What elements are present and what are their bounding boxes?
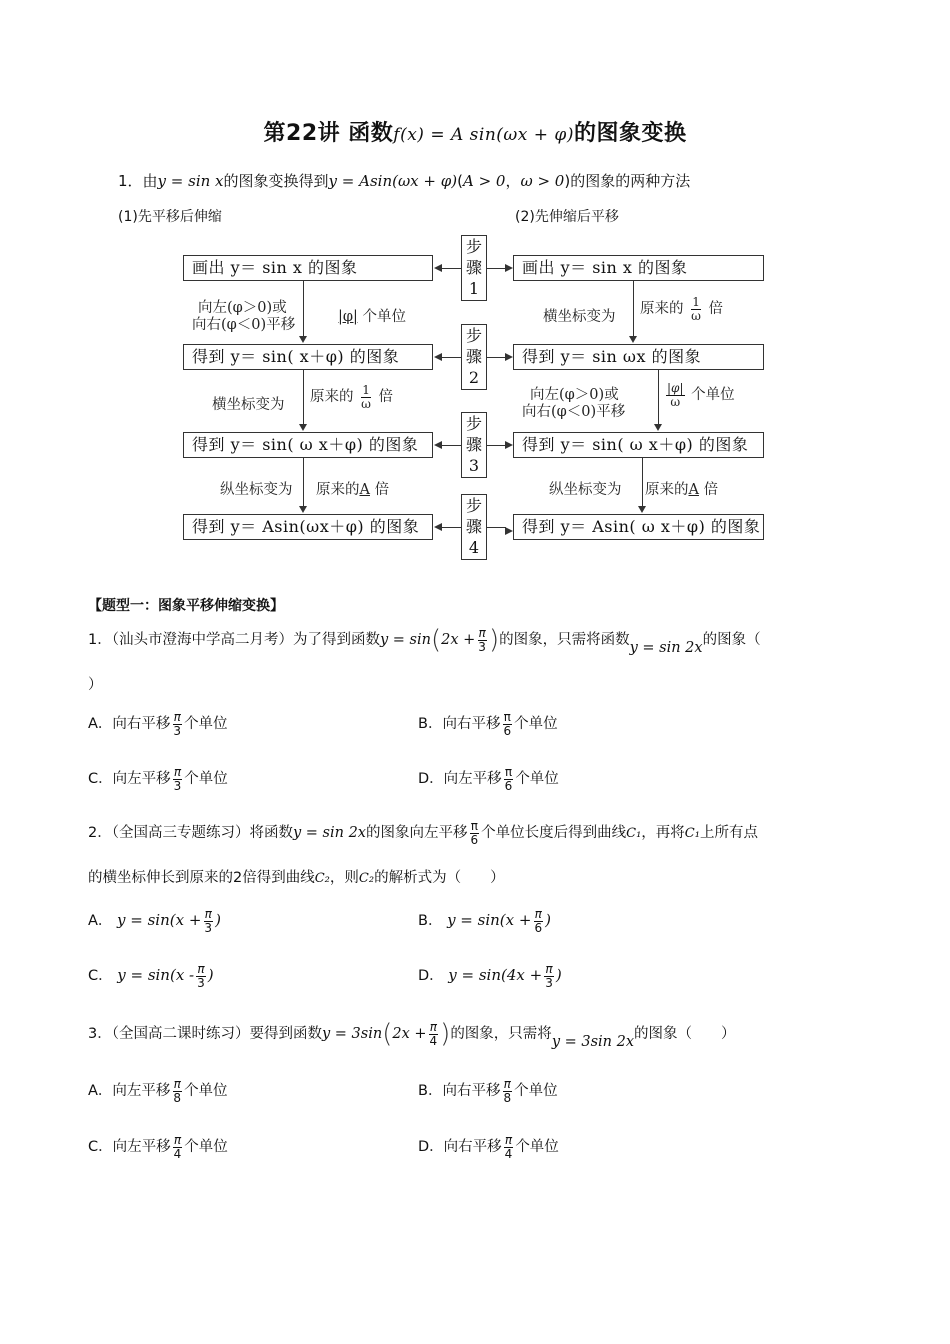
arrow-line bbox=[303, 281, 304, 337]
fraction bbox=[172, 1078, 182, 1105]
question-text: ，则 bbox=[329, 870, 359, 886]
fraction-den: 3 bbox=[197, 975, 205, 990]
arrow-down-icon bbox=[299, 424, 307, 431]
paren-right: ) bbox=[488, 625, 500, 655]
left-shift-label-1: 向左(φ＞0)或 bbox=[198, 300, 287, 316]
fraction-num: π bbox=[173, 709, 181, 724]
intro-text: 的图象变换得到 bbox=[223, 172, 329, 190]
fraction bbox=[502, 711, 512, 738]
fraction-num: π bbox=[478, 625, 486, 640]
fraction-num: π bbox=[173, 764, 182, 779]
intro-text: ( bbox=[457, 172, 463, 190]
fraction-num: π bbox=[503, 709, 511, 724]
fraction-num: π bbox=[534, 906, 542, 921]
q1-option-c[interactable] bbox=[88, 761, 228, 797]
arrow-line bbox=[642, 458, 643, 507]
option-label: C． bbox=[88, 968, 113, 984]
paren-right: ) bbox=[440, 1019, 451, 1049]
fraction-den: 6 bbox=[504, 778, 513, 793]
fraction-num: 1 bbox=[362, 383, 370, 397]
fraction-den: 6 bbox=[470, 832, 479, 847]
option-label: C．向左平移 bbox=[88, 1139, 171, 1155]
step-number: 2 bbox=[468, 368, 480, 387]
fraction-num: π bbox=[504, 1132, 513, 1147]
shift-amount: |φ| bbox=[338, 309, 358, 325]
left-box-4: 得到 y＝ Asin(ωx＋φ) 的图象 bbox=[183, 514, 433, 540]
fraction bbox=[360, 384, 372, 411]
fraction bbox=[173, 766, 183, 793]
step-4 bbox=[461, 494, 487, 560]
step-number: 3 bbox=[468, 456, 480, 475]
intro-formula: ω > 0 bbox=[520, 172, 565, 190]
step-char: 步 bbox=[465, 414, 482, 433]
step-2 bbox=[461, 324, 487, 390]
arrow-left-icon bbox=[434, 441, 442, 449]
right-shift-label-1: 向左(φ＞0)或 bbox=[530, 387, 619, 403]
right-box-2: 得到 y＝ sin ωx 的图象 bbox=[513, 344, 764, 370]
q3-option-c[interactable] bbox=[88, 1129, 228, 1165]
question-formula: 2x + bbox=[392, 1026, 427, 1042]
q1-option-b[interactable] bbox=[418, 706, 558, 742]
question-text: 的横坐标伸长到原来的2倍得到曲线 bbox=[88, 870, 315, 886]
question-text: 的图象，只需将 bbox=[450, 1026, 552, 1042]
option-unit: 个单位 bbox=[184, 1083, 228, 1099]
question-formula: y = sin bbox=[379, 632, 431, 648]
question-2-line2 bbox=[88, 866, 505, 887]
arrow-right-icon bbox=[505, 264, 513, 272]
title-formula: f(x) = A sin(ωx + φ) bbox=[393, 125, 574, 145]
step-1 bbox=[461, 235, 487, 301]
arrow-down-icon bbox=[654, 424, 662, 431]
option-label: C．向左平移 bbox=[88, 771, 171, 787]
right-box-3: 得到 y＝ sin( ω x＋φ) 的图象 bbox=[513, 432, 764, 458]
option-formula: y = sin(x - bbox=[117, 966, 195, 984]
question-formula: C₂ bbox=[358, 871, 375, 886]
fraction bbox=[477, 627, 487, 654]
scale-A: A bbox=[688, 482, 699, 498]
fraction bbox=[502, 1078, 512, 1105]
left-box-1: 画出 y＝ sin x 的图象 bbox=[183, 255, 433, 281]
fraction bbox=[533, 908, 543, 935]
question-formula: y = 3sin bbox=[321, 1026, 383, 1042]
option-formula: y = sin(x + bbox=[447, 911, 532, 929]
step-char: 步 bbox=[465, 496, 482, 515]
step-char: 骤 bbox=[465, 258, 482, 277]
fraction-num: π bbox=[173, 1076, 181, 1091]
right-scale-x-label: 横坐标变为 bbox=[543, 309, 616, 325]
step-3 bbox=[461, 412, 487, 478]
option-label: A．向右平移 bbox=[88, 716, 171, 732]
question-formula: y = 3sin 2x bbox=[551, 1034, 635, 1050]
fraction bbox=[504, 1134, 514, 1161]
question-formula: y = sin 2x bbox=[629, 640, 703, 656]
question-text: 的图象（ bbox=[702, 632, 761, 648]
q2-option-c[interactable] bbox=[88, 957, 214, 994]
scale-text: 原来的 bbox=[310, 389, 354, 405]
arrow-line bbox=[441, 527, 461, 528]
fraction bbox=[504, 766, 514, 793]
arrow-line bbox=[487, 445, 506, 446]
title-prefix: 第22讲 函数 bbox=[263, 121, 394, 146]
option-formula: y = sin(4x + bbox=[448, 966, 543, 984]
fraction-den: 3 bbox=[545, 975, 553, 990]
question-text: 的图象，只需将函数 bbox=[499, 632, 630, 648]
right-shift-label-2: 向右(φ＜0)平移 bbox=[522, 404, 626, 420]
scale-text: 原来的 bbox=[316, 482, 360, 498]
arrow-line bbox=[487, 527, 506, 528]
arrow-right-icon bbox=[505, 353, 513, 361]
paren-left: ( bbox=[382, 1019, 393, 1049]
arrow-left-icon bbox=[434, 264, 442, 272]
step-char: 骤 bbox=[465, 347, 482, 366]
shift-unit: 个单位 bbox=[362, 309, 407, 325]
left-box-2: 得到 y＝ sin( x＋φ) 的图象 bbox=[183, 344, 433, 370]
fraction bbox=[469, 820, 479, 847]
intro-formula: A > 0 bbox=[462, 172, 506, 190]
left-shift-label-2: 向右(φ＜0)平移 bbox=[192, 317, 296, 333]
left-shift-amount bbox=[338, 305, 406, 326]
option-label: D．向左平移 bbox=[418, 771, 502, 787]
question-formula: y = sin 2x bbox=[292, 825, 366, 841]
q2-option-b[interactable] bbox=[418, 902, 551, 939]
option-label: A． bbox=[88, 913, 113, 929]
fraction-den: 3 bbox=[173, 778, 182, 793]
arrow-line bbox=[487, 268, 506, 269]
arrow-line bbox=[487, 357, 506, 358]
arrow-right-icon bbox=[505, 527, 513, 535]
option-unit: 个单位 bbox=[514, 1083, 558, 1099]
left-scale-y-label: 纵坐标变为 bbox=[220, 482, 293, 498]
fraction-den: ω bbox=[361, 397, 371, 411]
option-label: B．向右平移 bbox=[418, 1083, 501, 1099]
step-number: 4 bbox=[468, 538, 480, 557]
arrow-down-icon bbox=[629, 336, 637, 343]
question-formula: C₂ bbox=[314, 871, 330, 886]
fraction-den: 3 bbox=[478, 639, 486, 654]
fraction bbox=[544, 963, 554, 990]
question-text: 1．（汕头市澄海中学高二月考）为了得到函数 bbox=[88, 632, 380, 648]
q1-option-d[interactable] bbox=[418, 761, 559, 797]
question-text: 的解析式为（ ） bbox=[374, 870, 505, 886]
scale-text: 倍 bbox=[374, 482, 390, 498]
scale-text: 原来的 bbox=[640, 301, 684, 317]
intro-formula: y = sin x bbox=[157, 172, 224, 190]
scale-A: A bbox=[359, 482, 370, 498]
question-3 bbox=[88, 1014, 736, 1054]
arrow-down-icon bbox=[299, 336, 307, 343]
arrow-line bbox=[441, 357, 461, 358]
title-suffix: 的图象变换 bbox=[573, 121, 687, 146]
shift-unit: 个单位 bbox=[691, 387, 735, 403]
option-unit: 个单位 bbox=[184, 771, 228, 787]
fraction-num: π bbox=[470, 818, 478, 833]
scale-text: 倍 bbox=[703, 482, 719, 498]
fraction-num: π bbox=[429, 1019, 437, 1034]
fraction-num: 1 bbox=[692, 295, 700, 309]
question-formula: C₁ bbox=[684, 826, 700, 841]
arrow-line bbox=[633, 281, 634, 337]
left-scale-x-value bbox=[310, 384, 393, 411]
q3-option-d[interactable] bbox=[418, 1129, 559, 1165]
fraction bbox=[429, 1021, 439, 1048]
fraction-den: 4 bbox=[173, 1146, 182, 1161]
question-text: 个单位长度后得到曲线 bbox=[481, 825, 627, 841]
option-label: A．向左平移 bbox=[88, 1083, 171, 1099]
fraction-den: 8 bbox=[173, 1090, 182, 1105]
fraction-den: 3 bbox=[173, 723, 182, 738]
fraction-den: 6 bbox=[503, 723, 512, 738]
right-box-4: 得到 y＝ Asin( ω x＋φ) 的图象 bbox=[513, 514, 764, 540]
step-char: 步 bbox=[465, 237, 482, 256]
option-unit: 个单位 bbox=[514, 716, 558, 732]
arrow-down-icon bbox=[638, 506, 646, 513]
paren-left: ( bbox=[430, 625, 442, 655]
question-formula: C₁ bbox=[626, 826, 642, 841]
arrow-left-icon bbox=[434, 353, 442, 361]
right-box-1: 画出 y＝ sin x 的图象 bbox=[513, 255, 764, 281]
question-text: 的图象（ ） bbox=[634, 1026, 736, 1042]
intro-text: 1．由 bbox=[118, 172, 158, 190]
right-scale-y-value bbox=[645, 478, 718, 499]
fraction-num: |φ| bbox=[667, 381, 684, 395]
q2-option-a[interactable] bbox=[88, 902, 221, 939]
option-formula: ) bbox=[555, 966, 562, 984]
fraction-den: 8 bbox=[503, 1090, 512, 1105]
fraction-den: 4 bbox=[504, 1146, 513, 1161]
scale-text: 原来的 bbox=[645, 482, 689, 498]
question-1-close: ） bbox=[88, 677, 103, 693]
option-formula: ) bbox=[215, 911, 221, 929]
arrow-left-icon bbox=[434, 523, 442, 531]
option-label: D．向右平移 bbox=[418, 1139, 502, 1155]
fraction bbox=[203, 908, 213, 935]
option-label: B．向右平移 bbox=[418, 716, 501, 732]
intro-formula: y = Asin(ωx + φ) bbox=[328, 172, 458, 190]
arrow-right-icon bbox=[505, 441, 513, 449]
arrow-line bbox=[303, 370, 304, 425]
option-label: D． bbox=[418, 968, 444, 984]
left-scale-y-value bbox=[316, 478, 389, 499]
option-label: B． bbox=[418, 913, 443, 929]
option-unit: 个单位 bbox=[515, 1139, 559, 1155]
fraction-num: π bbox=[197, 961, 205, 976]
fraction-num: π bbox=[545, 961, 553, 976]
arrow-line bbox=[303, 458, 304, 507]
fraction bbox=[196, 963, 206, 990]
option-unit: 个单位 bbox=[184, 1139, 228, 1155]
q3-option-b[interactable] bbox=[418, 1073, 558, 1109]
fraction bbox=[666, 382, 685, 409]
fraction bbox=[690, 296, 702, 323]
arrow-line bbox=[441, 268, 461, 269]
option-unit: 个单位 bbox=[184, 716, 228, 732]
right-scale-y-label: 纵坐标变为 bbox=[549, 482, 622, 498]
step-number: 1 bbox=[468, 279, 480, 298]
transformation-diagram bbox=[0, 0, 950, 580]
fraction-num: π bbox=[173, 1132, 182, 1147]
option-unit: 个单位 bbox=[515, 771, 559, 787]
question-formula: 2x + bbox=[441, 632, 476, 648]
question-text: ，再将 bbox=[641, 825, 685, 841]
fraction bbox=[173, 1134, 183, 1161]
q3-option-a[interactable] bbox=[88, 1073, 228, 1109]
right-shift-amount bbox=[664, 382, 735, 409]
step-char: 骤 bbox=[465, 517, 482, 536]
question-text: 2．（全国高三专题练习）将函数 bbox=[88, 825, 293, 841]
scale-text: 倍 bbox=[378, 389, 394, 405]
question-text: 的图象向左平移 bbox=[365, 825, 468, 841]
question-1 bbox=[88, 620, 761, 660]
section-heading: 【题型一：图象平移伸缩变换】 bbox=[88, 598, 284, 614]
arrow-line bbox=[441, 445, 461, 446]
right-scale-x-value bbox=[640, 296, 723, 323]
fraction-den: 4 bbox=[429, 1033, 438, 1048]
fraction-num: π bbox=[503, 1076, 511, 1091]
step-char: 步 bbox=[465, 326, 482, 345]
q2-option-d[interactable] bbox=[418, 957, 562, 994]
option-formula: y = sin(x + bbox=[117, 911, 202, 929]
left-box-3: 得到 y＝ sin( ω x＋φ) 的图象 bbox=[183, 432, 433, 458]
q1-option-a[interactable] bbox=[88, 706, 228, 742]
fraction-den: 3 bbox=[204, 920, 213, 935]
arrow-line bbox=[658, 370, 659, 425]
fraction-num: π bbox=[504, 764, 513, 779]
option-formula: ) bbox=[207, 966, 214, 984]
fraction bbox=[172, 711, 182, 738]
fraction-den: ω bbox=[670, 395, 681, 409]
intro-text: ， bbox=[505, 172, 521, 190]
intro-text: )的图象的两种方法 bbox=[564, 172, 691, 190]
question-text: 上所有点 bbox=[699, 825, 758, 841]
step-char: 骤 bbox=[465, 435, 482, 454]
option-formula: ) bbox=[545, 911, 551, 929]
arrow-down-icon bbox=[299, 506, 307, 513]
question-2 bbox=[88, 815, 758, 852]
scale-text: 倍 bbox=[708, 301, 724, 317]
method-left-title: (1)先平移后伸缩 bbox=[118, 209, 222, 225]
fraction-den: ω bbox=[691, 309, 701, 323]
fraction-num: π bbox=[204, 906, 212, 921]
fraction-den: 6 bbox=[534, 920, 543, 935]
method-right-title: (2)先伸缩后平移 bbox=[515, 209, 619, 225]
left-scale-x-label: 横坐标变为 bbox=[212, 397, 285, 413]
question-text: 3．（全国高二课时练习）要得到函数 bbox=[88, 1026, 322, 1042]
